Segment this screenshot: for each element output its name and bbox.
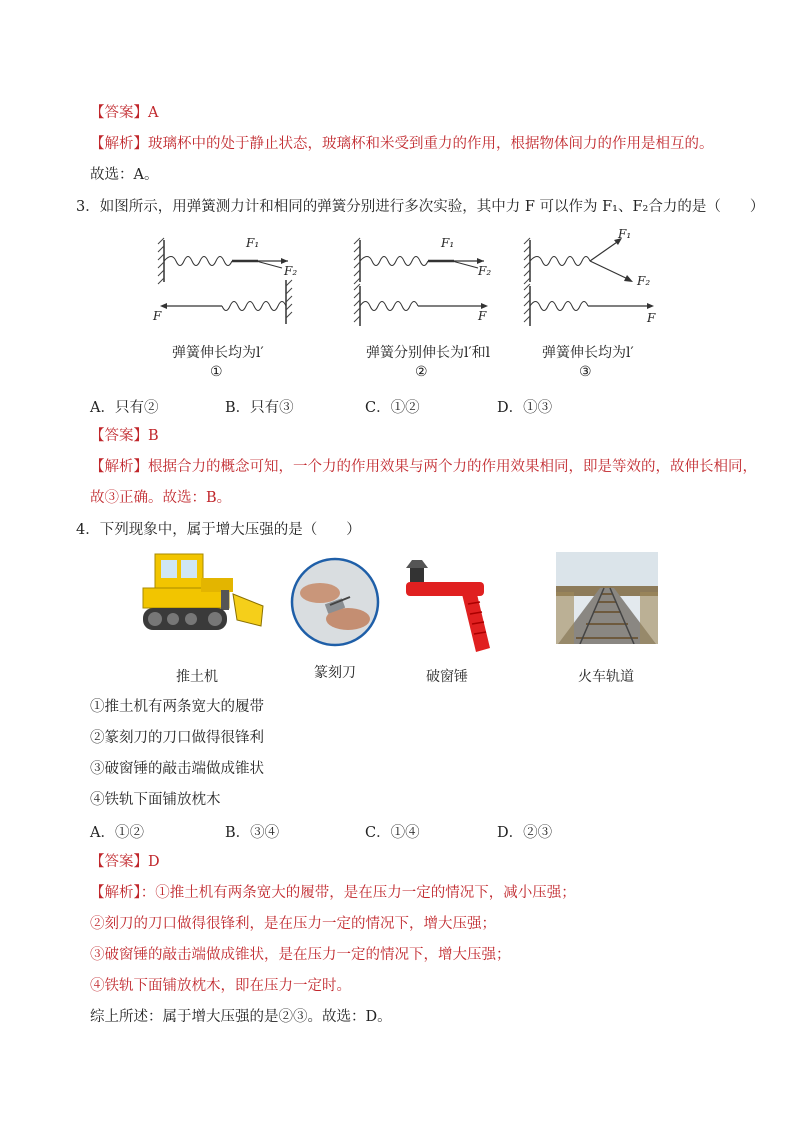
railway-track-picture [556,552,658,644]
fig3-number: ③ [579,364,592,380]
q4-analysis-1: 【解析】：①推土机有两条宽大的履带，是在压力一定的情况下，减小压强； [90,885,576,901]
q4-analysis-3: ③破窗锤的敲击端做成锥状，是在压力一定的情况下，增大压强； [90,947,511,963]
caption-bulldozer: 推土机 [176,669,218,685]
q4-stem: 4．下列现象中，属于增大压强的是（ ） [76,522,361,538]
q4-item-2: ②篆刻刀的刀口做得很锋利 [90,730,264,746]
q3-analysis-continued: 故③正确。故选：B。 [90,490,232,506]
q3-stem: 3．如图所示，用弹簧测力计和相同的弹簧分别进行多次实验，其中力 F 可以作为 F₁、F₂合力的是（ ） [76,199,765,215]
q4-option-a[interactable]: A．①② [90,825,144,841]
fig1-number: ① [210,364,223,380]
fig3-f2-label: F₂ [637,274,651,288]
fig2-f1-label: F₁ [441,236,455,250]
q4-analysis-2: ②刻刀的刀口做得很锋利，是在压力一定的情况下，增大压强； [90,916,496,932]
q4-option-d[interactable]: D．②③ [497,825,553,841]
bulldozer-picture [137,550,267,636]
q3-option-a[interactable]: A．只有② [90,400,159,416]
fig1-f2-label: F₂ [284,264,298,278]
q3-analysis: 【解析】根据合力的概念可知，一个力的作用效果与两个力的作用效果相同，即是等效的，故伸长相同， [90,459,757,475]
q4-item-3: ③破窗锤的敲击端做成锥状 [90,761,264,777]
fig1-caption: 弹簧伸长均为l′ [172,345,264,361]
carving-knife-picture [290,557,380,647]
fig3-f1-label: F₁ [618,227,632,241]
q4-answer: 【答案】D [90,854,160,870]
q4-option-b[interactable]: B．③④ [225,825,280,841]
fig2-f-label: F [478,309,487,323]
fig1-f1-label: F₁ [246,236,260,250]
caption-carving-knife: 篆刻刀 [314,665,356,681]
q2-analysis: 【解析】玻璃杯中的处于静止状态，玻璃杯和米受到重力的作用，根据物体间力的作用是相互的。 [90,136,714,152]
spring-figure-2 [346,228,496,328]
q4-option-c[interactable]: C．①④ [365,825,420,841]
spring-figure-1 [150,228,300,328]
caption-window-hammer: 破窗锤 [426,669,468,685]
q4-summary: 综上所述：属于增大压强的是②③。故选：D。 [90,1009,392,1025]
caption-railway-track: 火车轨道 [578,669,634,685]
q4-analysis-4: ④铁轨下面铺放枕木，即在压力一定时。 [90,978,351,994]
q3-option-b[interactable]: B．只有③ [225,400,294,416]
fig2-number: ② [415,364,428,380]
fig3-caption: 弹簧伸长均为l′ [542,345,634,361]
q2-choose: 故选：A。 [90,167,159,183]
fig1-f-label: F [153,309,162,323]
window-hammer-picture [404,560,492,652]
fig2-f2-label: F₂ [478,264,492,278]
q2-answer: 【答案】A [90,105,159,121]
fig2-caption: 弹簧分别伸长为l′和l [366,345,491,361]
q4-item-1: ①推土机有两条宽大的履带 [90,699,264,715]
q3-option-d[interactable]: D．①③ [497,400,553,416]
q4-item-4: ④铁轨下面铺放枕木 [90,792,221,808]
q3-answer: 【答案】B [90,428,159,444]
fig3-f-label: F [647,311,656,325]
q3-option-c[interactable]: C．①② [365,400,420,416]
